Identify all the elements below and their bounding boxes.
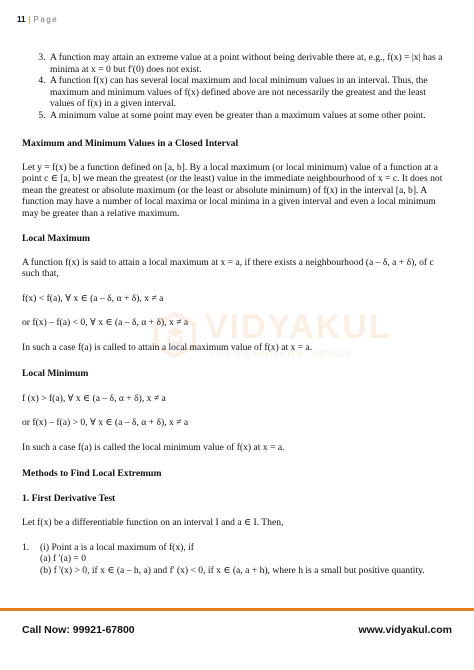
footer-call-now: Call Now: 99921-67800 [22,624,135,636]
derivative-test-line-2: (a) f '(a) = 0 [40,553,87,564]
paragraph-local-maximum: A function f(x) is said to attain a local maximum at x = a, if there exists a neighbourhood (a – δ, a + δ), of c such that, [22,256,434,279]
paragraph-closed-interval: Let y = f(x) be a function defined on [a, b]. By a local maximum (or local minimum) value of a function at a point c ∈ [a, b] we mean the greatest (or the least) value in the immediate neighbourhood of x = c. It does not mean the greatest or absolute maximum (or the least or absolute minimum) of f(x) in the interval [a, b]. A function may have a number of local maxima or local minima in a given interval and even a local minimum may be greater than a relative maximum. [22,161,443,219]
watermark-brand: VIDYAKUL [205,308,392,346]
section-heading-methods: Methods to Find Local Extremum [22,468,162,479]
page-header [17,15,58,24]
page-footer [0,608,474,670]
page-number: 11 [17,15,26,24]
list-item: 3. A function may attain an extreme value at a point without being derivable there at, e.g., f(x) = |x| has a minima at x = 0 but f'(0) does not exist. [48,52,452,75]
footer-website-link[interactable]: www.vidyakul.com [358,624,452,636]
document-body [22,52,452,576]
header-separator: | [28,15,31,24]
local-max-condition-2: or f(x) – f(a) < 0, ∀ x ∈ (a – δ, α + δ), x ≠ a [22,317,189,328]
watermark-tagline: THE LEARNERS' SPACE [208,348,353,360]
extreme-notes-list [22,52,452,121]
section-heading-closed-interval: Maximum and Minimum Values in a Closed Interval [22,138,239,149]
local-min-condition-2: or f(x) – f(a) > 0, ∀ x ∈ (a – δ, α + δ), x ≠ a [22,417,189,428]
local-min-condition-1: f (x) > f(a), ∀ x ∈ (a – δ, α + δ), x ≠ a [22,392,166,404]
page-word: Page [33,15,59,24]
derivative-test-item [22,542,452,577]
local-max-condition-1: f(x) < f(a), ∀ x ∈ (a – δ, α + δ), x ≠ a [22,292,164,304]
subheading-first-derivative-test: 1. First Derivative Test [22,492,116,504]
section-heading-local-maximum: Local Maximum [22,233,90,244]
list-item: 5. A minimum value at some point may even be greater than a maximum values at some other point. [48,110,452,122]
derivative-test-line-1: (i) Point a is a local maximum of f(x), if [40,541,194,553]
derivative-test-marker: 1. [22,541,30,553]
section-heading-local-minimum: Local Minimum [22,368,89,379]
derivative-test-line-3: (b) f '(x) > 0, if x ∈ (a – h, a) and f' (x) < 0, if x ∈ (a, a + h), where h is a small but positive quantity. [40,564,425,576]
local-max-conclusion: In such a case f(a) is called to attain a local maximum value of f(x) at x = a. [22,341,313,353]
paragraph-first-derivative: Let f(x) be a differentiable function on an interval I and a ∈ I. Then, [22,517,284,528]
local-min-conclusion: In such a case f(a) is called the local minimum value of f(x) at x = a. [22,441,285,453]
list-item: 4. A function f(x) can has several local maximum and local minimum values in an interval. Thus, the maximum and minimum values of f(x) defined above are not necessarily the greatest and the least values of f(x) in a given interval. [48,75,452,110]
footer-divider [0,608,474,611]
